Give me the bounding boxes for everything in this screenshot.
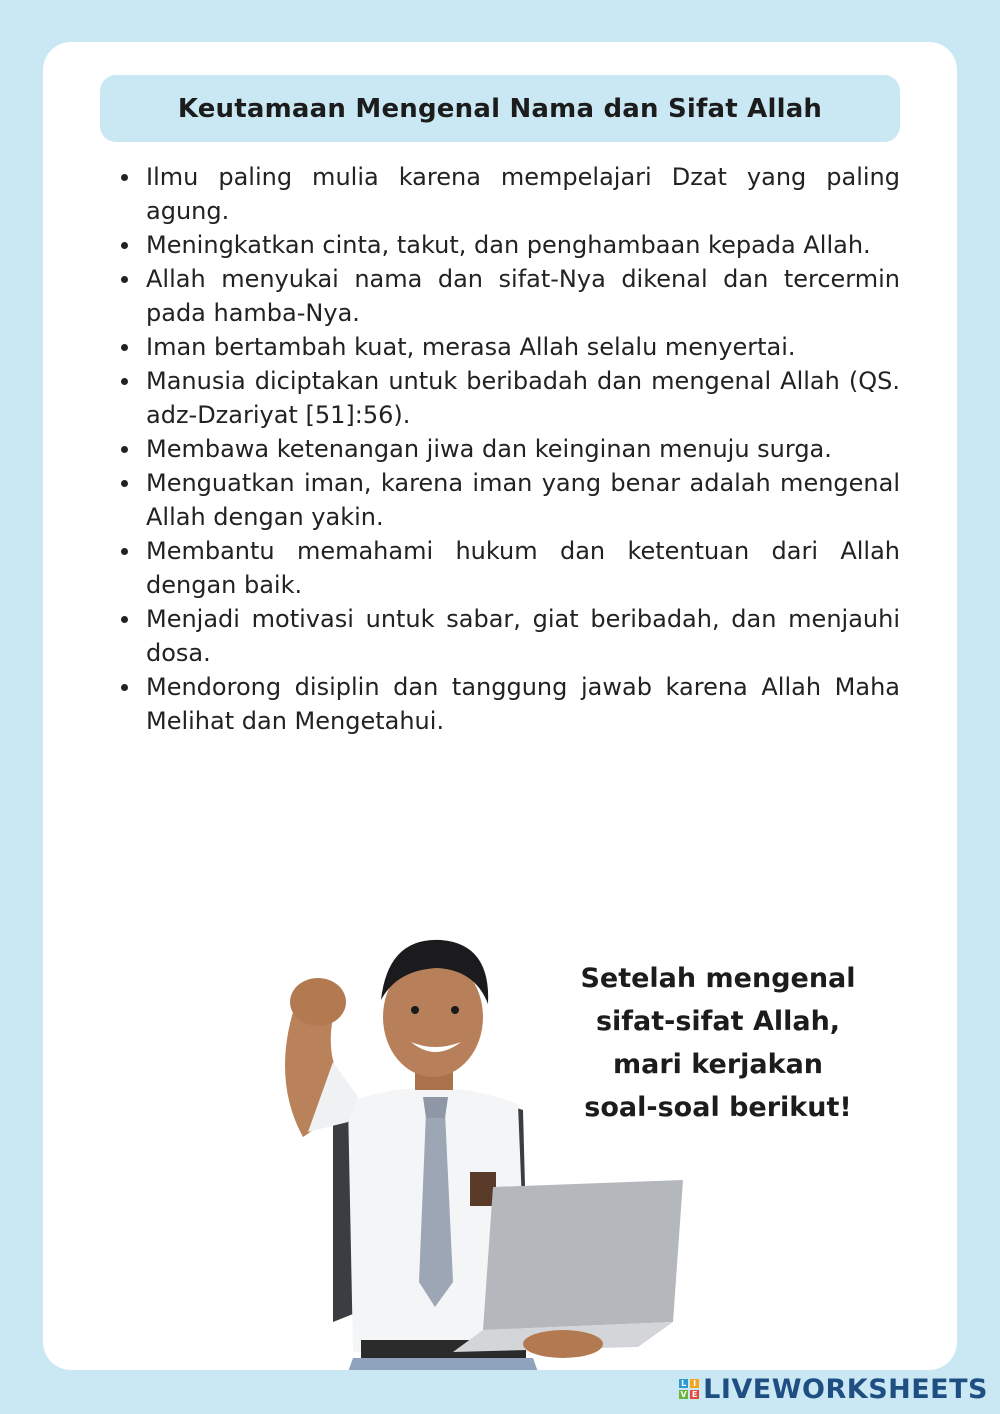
list-item [118,602,900,670]
list-item-text: Membawa ketenangan jiwa dan keinginan menuju surga. [146,435,832,463]
list-item [118,262,900,330]
cta-line: mari kerjakan [612,1049,824,1080]
list-item [118,534,900,602]
list-item-text: Membantu memahami hukum dan ketentuan dari Allah dengan baik. [146,537,900,599]
logo-text: LIVEWORKSHEETS [703,1373,988,1405]
list-item [118,330,900,364]
liveworksheets-logo[interactable] [679,1374,988,1404]
cta-line: soal-soal berikut! [584,1092,852,1123]
list-item-text: Manusia diciptakan untuk beribadah dan mengenal Allah (QS. adz-Dzariyat [51]:56). [146,367,900,429]
bullet-icon [121,242,128,249]
list-item-text: Iman bertambah kuat, merasa Allah selalu menyertai. [146,333,796,361]
bullet-icon [121,446,128,453]
worksheet-card [43,42,957,1370]
page-title: Keutamaan Mengenal Nama dan Sifat Allah [177,93,823,124]
benefits-list [118,160,900,738]
list-item [118,228,900,262]
cta-line: Setelah mengenal [580,963,856,994]
list-item-text: Ilmu paling mulia karena mempelajari Dzat yang paling agung. [146,163,900,225]
list-item [118,670,900,738]
list-item-text: Meningkatkan cinta, takut, dan penghambaan kepada Allah. [146,231,871,259]
list-item [118,432,900,466]
bullet-icon [121,378,128,385]
bullet-icon [121,480,128,487]
list-item-text: Menjadi motivasi untuk sabar, giat beribadah, dan menjauhi dosa. [146,605,900,667]
title-banner [100,75,900,142]
list-item-text: Mendorong disiplin dan tanggung jawab karena Allah Maha Melihat dan Mengetahui. [146,673,900,735]
bullet-icon [121,344,128,351]
list-item [118,364,900,432]
bullet-icon [121,276,128,283]
call-to-action-text [533,957,903,1129]
bullet-icon [121,174,128,181]
list-item-text: Menguatkan iman, karena iman yang benar adalah mengenal Allah dengan yakin. [146,469,900,531]
list-item [118,466,900,534]
list-item [118,160,900,228]
logo-grid-icon: L I V E [680,1379,698,1399]
cta-line: sifat-sifat Allah, [595,1006,841,1037]
bullet-icon [121,684,128,691]
bullet-icon [121,616,128,623]
list-item-text: Allah menyukai nama dan sifat-Nya dikenal dan tercermin pada hamba-Nya. [146,265,900,327]
bullet-icon [121,548,128,555]
